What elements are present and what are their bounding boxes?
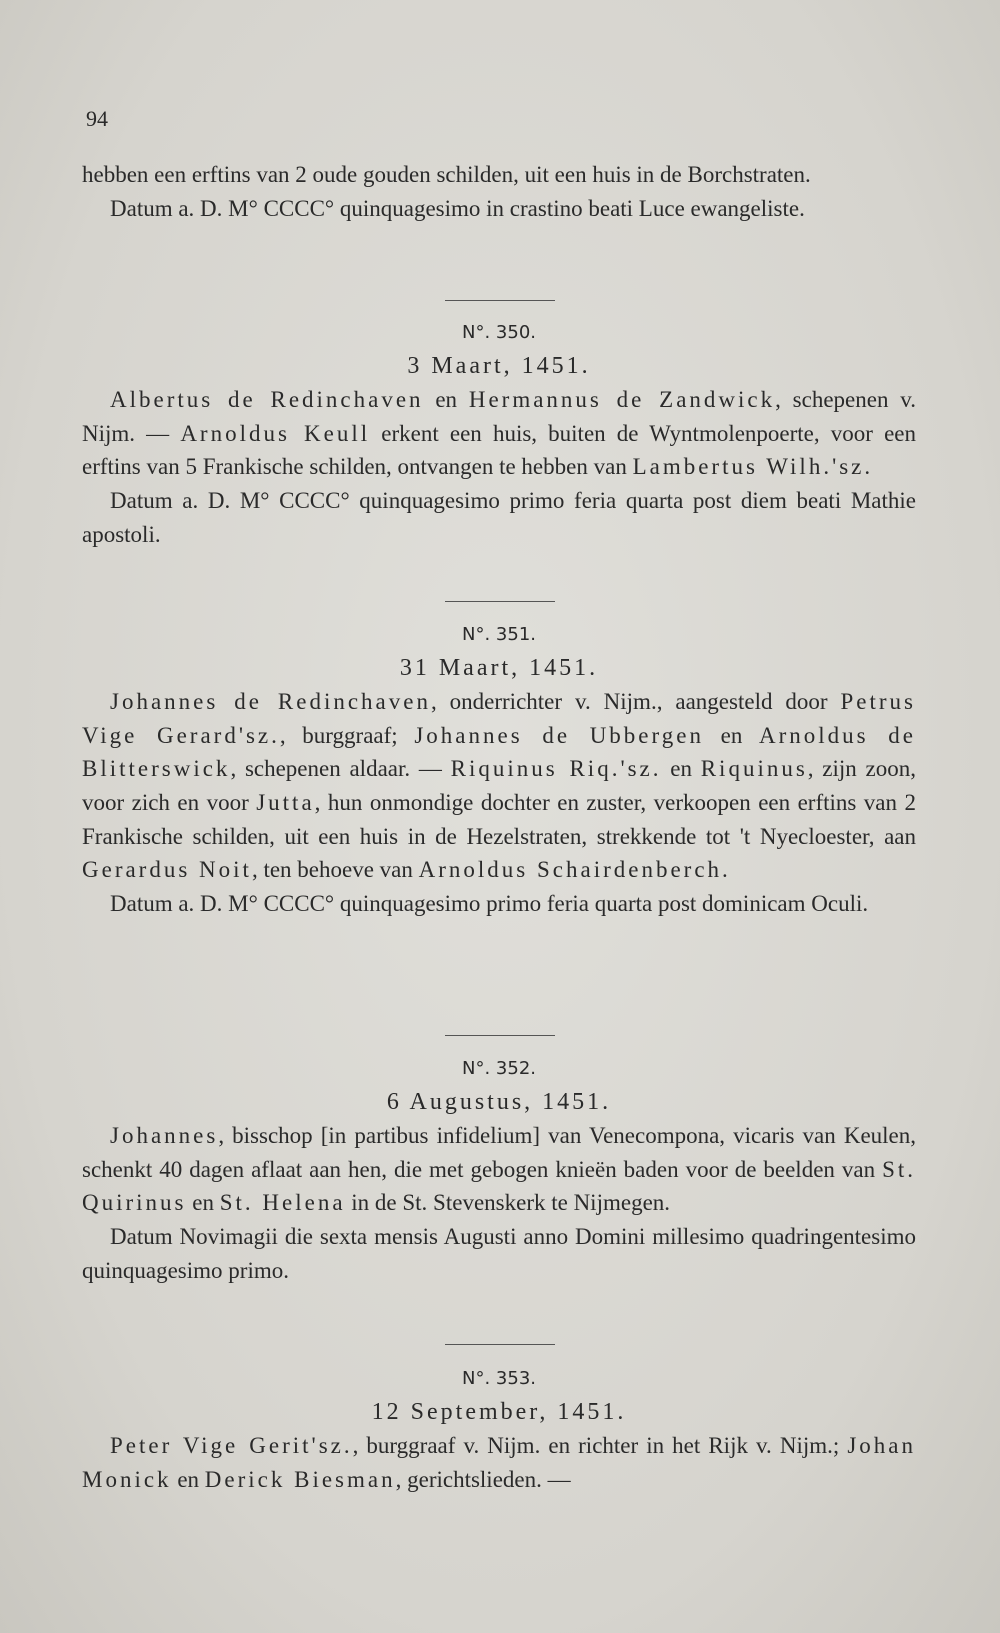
entry-date: 12 September, 1451.: [371, 1398, 627, 1425]
entry-350: [82, 316, 916, 551]
prev-datum: Datum a. D. M° CCCC° quinquagesimo in crastino beati Luce ewangeliste.: [110, 195, 805, 221]
entry-datum: Datum a. D. M° CCCC° quinquagesimo primo feria quarta post dominicam Oculi.: [110, 890, 869, 916]
divider: [445, 1344, 555, 1345]
entry-date: 31 Maart, 1451.: [399, 654, 599, 681]
divider: [445, 300, 555, 301]
entry-text: Johannes de Redinchaven, onderrichter v. Nijm., aangesteld door Petrus Vige Gerard'sz., burggraaf; Johannes de Ubbergen en Arnoldus de Blitterswick, schepenen aldaar. — Riquinus Riq.'sz. en Riquinus, zijn zoon, voor zich en voor Jutta, hun onmondige dochter en zuster, verkoopen een erftins van 2 Frankische schilden, uit een huis in de Hezelstraten, strekkende tot 't Nyecloester, aan Gerardus Noit, ten behoeve van Arnoldus Schairdenberch.: [82, 689, 916, 883]
entry-number: N°. 353.: [462, 1368, 536, 1389]
entry-number: N°. 351.: [462, 624, 536, 645]
divider: [445, 601, 555, 602]
entry-number: N°. 350.: [462, 322, 536, 343]
entry-352: [82, 1052, 916, 1287]
prev-paragraph: hebben een erftins van 2 oude gouden schilden, uit een huis in de Borchstraten.: [82, 162, 811, 187]
text-block: [82, 158, 916, 225]
entry-text: Peter Vige Gerit'sz., burggraaf v. Nijm. en richter in het Rijk v. Nijm.; Johan Monick en Derick Biesman, gerichtslieden. —: [82, 1433, 916, 1492]
page-number: 94: [86, 106, 108, 131]
entry-353: [82, 1362, 916, 1496]
entry-number: N°. 352.: [462, 1058, 536, 1079]
entry-351: [82, 618, 916, 920]
entry-datum: Datum a. D. M° CCCC° quinquagesimo primo feria quarta post diem beati Mathie apostoli.: [82, 487, 916, 547]
entry-date: 3 Maart, 1451.: [407, 352, 591, 379]
entry-datum: Datum Novimagii die sexta mensis Augusti anno Domini millesimo quadringentesimo quinquagesimo primo.: [82, 1223, 916, 1283]
entry-date: 6 Augustus, 1451.: [386, 1088, 612, 1115]
entry-text: Johannes, bisschop [in partibus infidelium] van Venecompona, vicaris van Keulen, schenkt 40 dagen aflaat aan hen, die met gebogen knieën baden voor de beelden van St. Quirinus en St. Helena in de St. Stevenskerk te Nijmegen.: [82, 1123, 916, 1216]
divider: [445, 1035, 555, 1036]
entry-text: Albertus de Redinchaven en Hermannus de Zandwick, schepenen v. Nijm. — Arnoldus Keull erkent een huis, buiten de Wyntmolenpoerte, voor een erftins van 5 Frankische schilden, ontvangen te hebben van Lambertus Wilh.'sz.: [82, 387, 917, 480]
